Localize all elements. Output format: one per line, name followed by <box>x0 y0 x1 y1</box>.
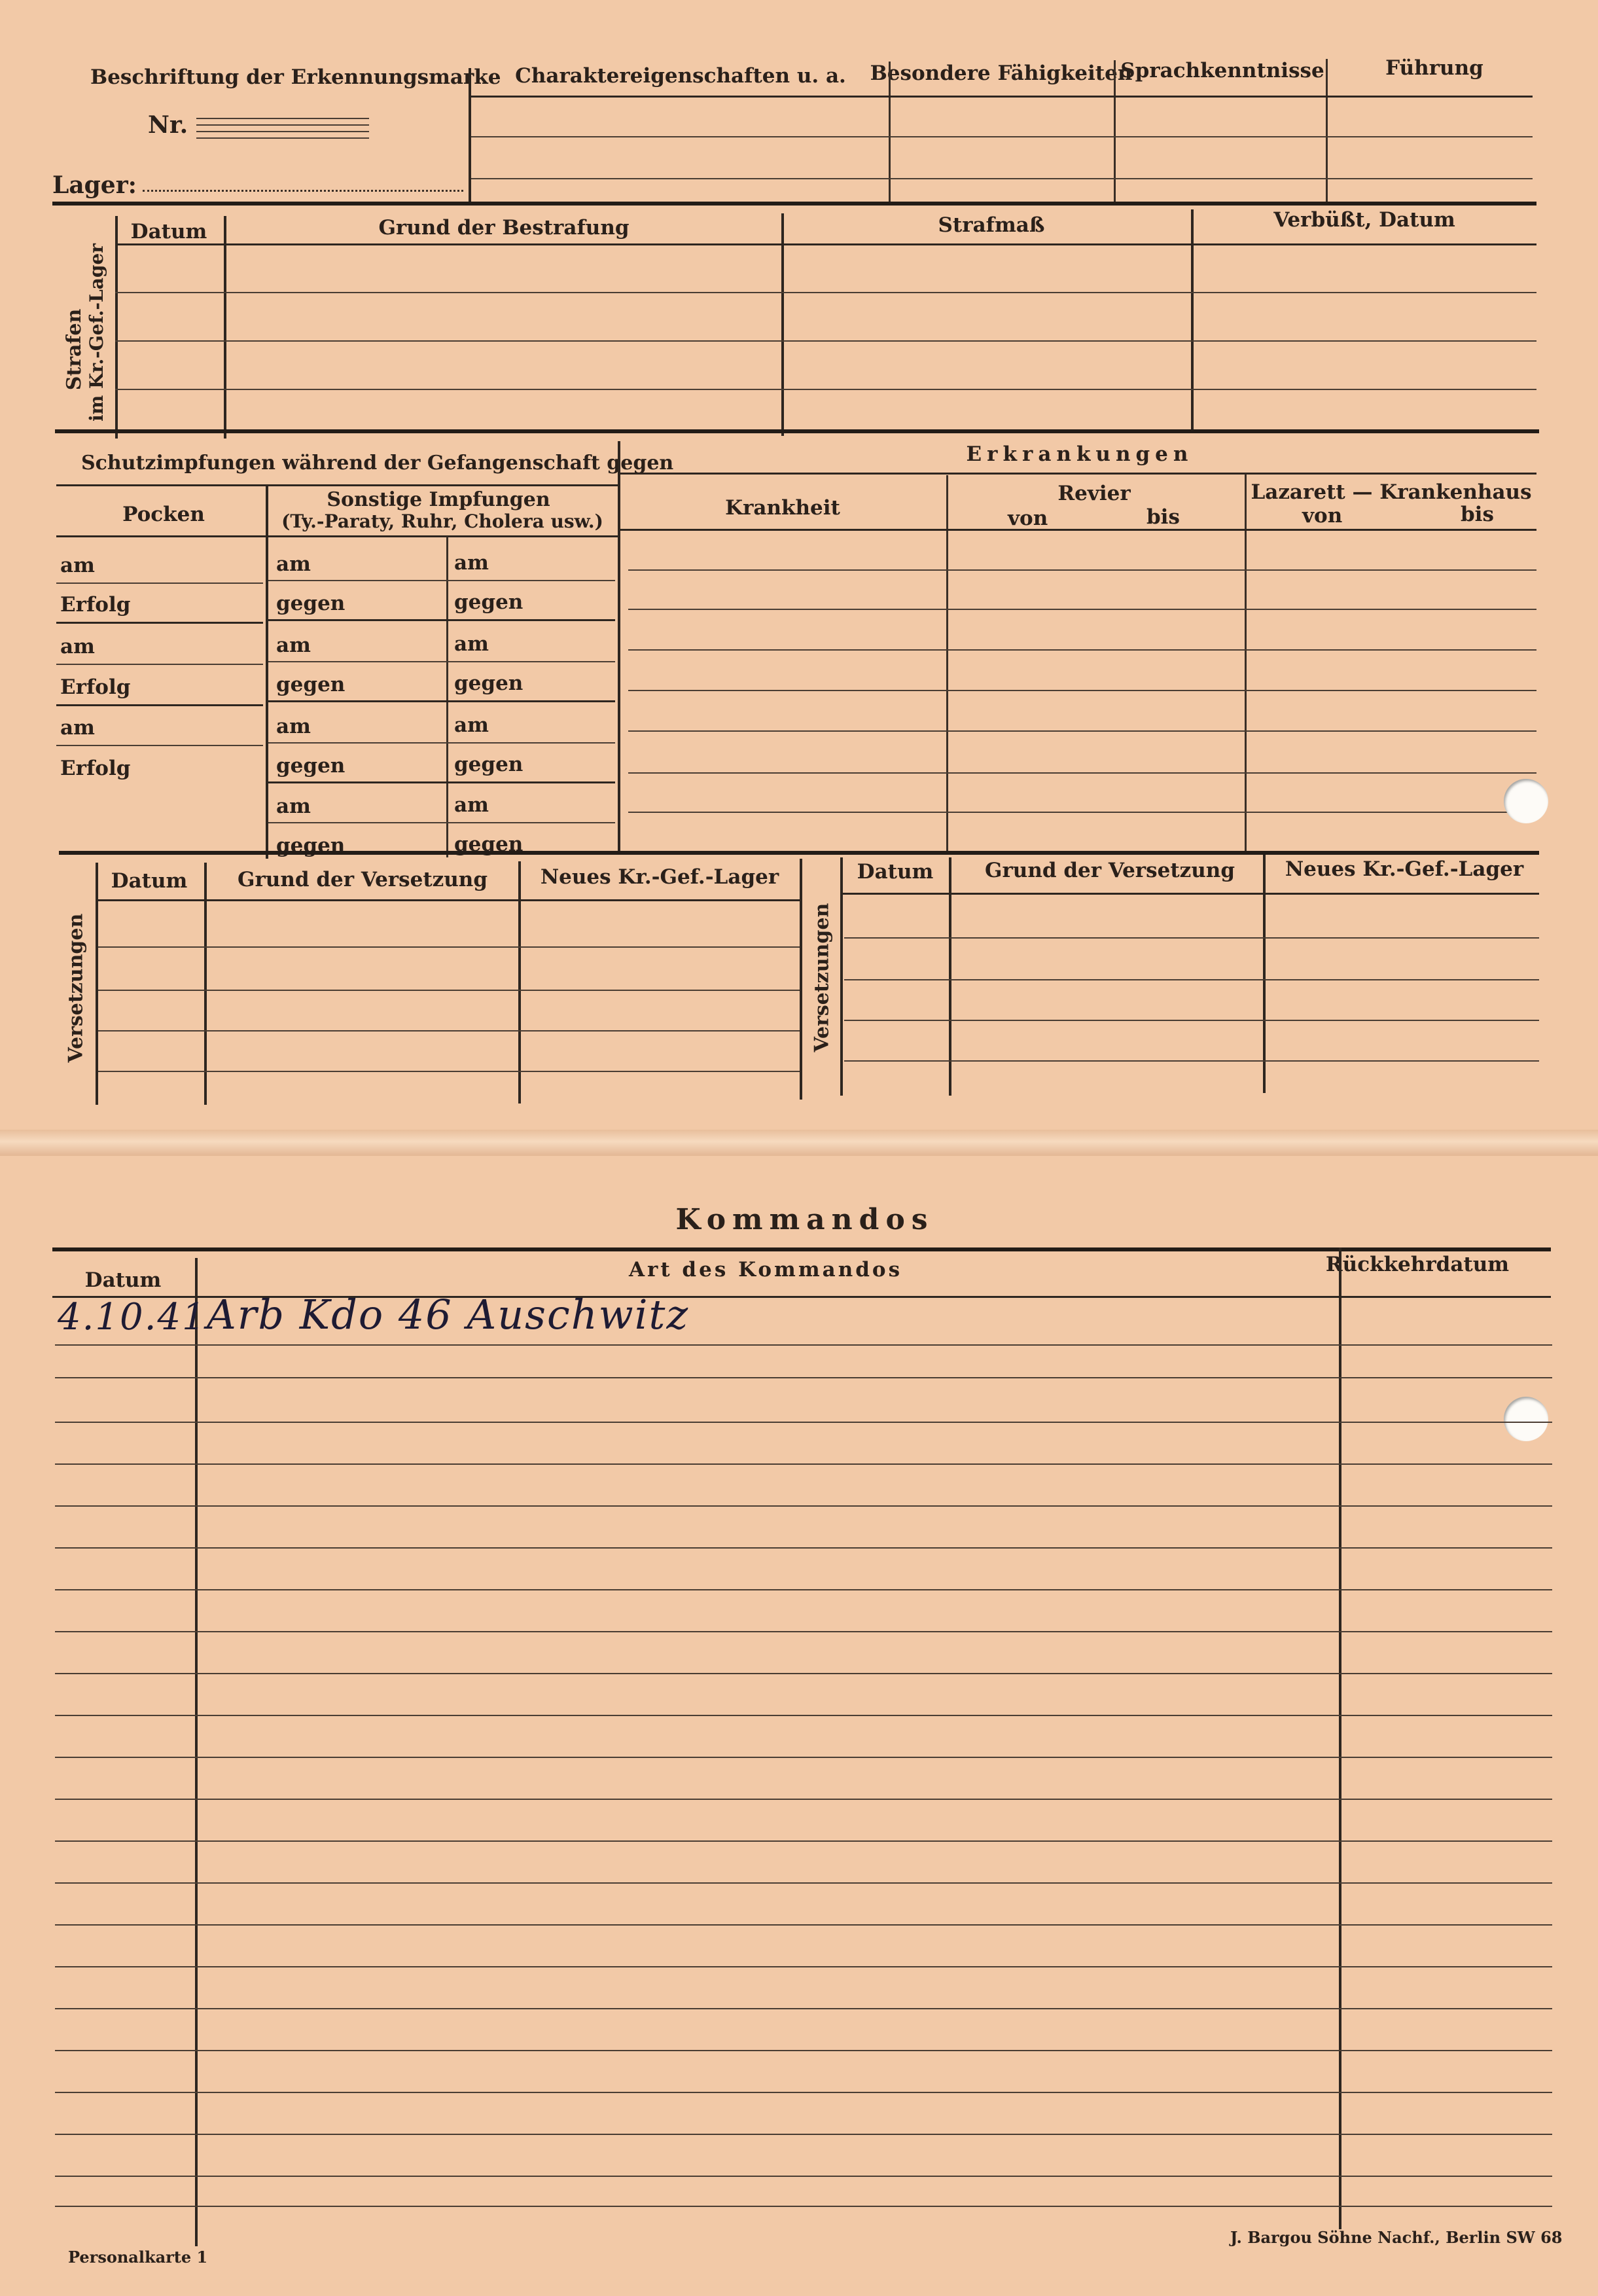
sonstige-row: am <box>276 634 311 657</box>
punch-hole-top <box>1504 779 1548 823</box>
header-fuehrung: Führung <box>1385 56 1483 80</box>
footer-form-name: Personalkarte 1 <box>68 2248 208 2267</box>
vers-right-header-datum: Datum <box>857 860 934 884</box>
erkr-revier-von: von <box>1008 507 1048 530</box>
kommandos-entry-art: Arb Kdo 46 Auschwitz <box>207 1291 690 1338</box>
sonstige-row: gegen <box>276 592 346 615</box>
header-charakter: Charaktereigenschaften u. a. <box>515 64 846 88</box>
erkr-lazarett-bis: bis <box>1461 503 1494 526</box>
sonstige-row: am <box>276 715 311 738</box>
top-col-1 <box>889 62 891 203</box>
pocken-row: Erfolg <box>60 675 131 699</box>
impf-header-pocken: Pocken <box>122 503 205 526</box>
kommandos-col-datum <box>195 1258 198 2246</box>
kommandos-entry-datum: 4.10.41 <box>58 1296 207 1338</box>
pocken-row: Erfolg <box>60 593 131 617</box>
impf-header-sonstige-2: (Ty.-Paraty, Ruhr, Cholera usw.) <box>281 511 603 532</box>
nr-label: Nr. <box>148 111 188 139</box>
pocken-row: am <box>60 554 95 577</box>
vers-left-header-grund: Grund der Versetzung <box>238 868 488 891</box>
kommandos-header-art: Art des Kommandos <box>628 1258 903 1282</box>
sonstige-row: gegen <box>276 834 346 857</box>
lager-label: Lager: <box>52 171 137 199</box>
sonstige-row: am <box>276 552 311 576</box>
impf-header-sonstige-1: Sonstige Impfungen <box>327 488 550 511</box>
strafen-side-2: im Kr.-Gef.-Lager <box>86 243 107 422</box>
vers-right-header-grund: Grund der Versetzung <box>985 859 1235 882</box>
kommandos-title: Kommandos <box>675 1203 934 1236</box>
strafen-header-strafmass: Strafmaß <box>938 213 1045 237</box>
punch-hole-bottom <box>1504 1397 1548 1441</box>
vers-right-header-lager: Neues Kr.-Gef.-Lager <box>1285 857 1524 881</box>
strafen-side-1: Strafen <box>63 308 86 391</box>
footer-printer: J. Bargou Söhne Nachf., Berlin SW 68 <box>1230 2228 1563 2247</box>
kommandos-header-rueckkehr: Rückkehrdatum <box>1325 1253 1510 1276</box>
erkr-header-lazarett: Lazarett — Krankenhaus <box>1251 480 1532 504</box>
sonstige-row: gegen <box>454 672 524 695</box>
pocken-row: Erfolg <box>60 757 131 780</box>
sonstige-row: am <box>454 632 489 656</box>
vers-left-header-lager: Neues Kr.-Gef.-Lager <box>540 865 779 889</box>
erkr-header-revier: Revier <box>1057 482 1131 505</box>
erkr-revier-bis: bis <box>1146 505 1180 529</box>
vers-left-header-datum: Datum <box>111 869 188 893</box>
sonstige-row: gegen <box>454 753 524 776</box>
strafen-header-grund: Grund der Bestrafung <box>378 216 630 240</box>
sonstige-row: gegen <box>454 590 524 614</box>
top-col-2 <box>1114 60 1116 203</box>
sonstige-row: am <box>276 795 311 818</box>
sonstige-row: gegen <box>454 833 524 856</box>
impf-title: Schutzimpfungen während der Gefangenschaft gegen <box>81 452 674 475</box>
vers-right-side-label: Versetzungen <box>810 903 834 1052</box>
top-col-3 <box>1326 59 1328 202</box>
pocken-row: am <box>60 635 95 658</box>
vers-left-side-label: Versetzungen <box>64 913 88 1063</box>
erkr-lazarett-von: von <box>1302 504 1343 528</box>
tag-label: Beschriftung der Erkennungsmarke <box>90 65 501 89</box>
header-sprachen: Sprachkenntnisse <box>1120 59 1324 82</box>
top-bottom-rule <box>52 202 1536 206</box>
sonstige-row: gegen <box>276 754 346 778</box>
strafen-side-label <box>63 243 107 422</box>
kommandos-col-rueckkehr <box>1339 1247 1341 2229</box>
erkr-title: Erkrankungen <box>966 442 1194 466</box>
kommandos-header-datum: Datum <box>84 1268 162 1292</box>
header-faehigkeiten: Besondere Fähigkeiten <box>870 62 1133 85</box>
sonstige-row: am <box>454 551 489 575</box>
lager-dotted-line <box>143 190 463 192</box>
strafen-header-datum: Datum <box>130 220 207 243</box>
pocken-row: am <box>60 716 95 740</box>
sonstige-row: gegen <box>276 673 346 696</box>
erkr-header-krankheit: Krankheit <box>725 496 840 520</box>
sonstige-row: am <box>454 793 489 817</box>
sonstige-row: am <box>454 713 489 737</box>
strafen-header-verbuesst: Verbüßt, Datum <box>1273 208 1455 232</box>
paper-fold <box>0 1130 1598 1156</box>
